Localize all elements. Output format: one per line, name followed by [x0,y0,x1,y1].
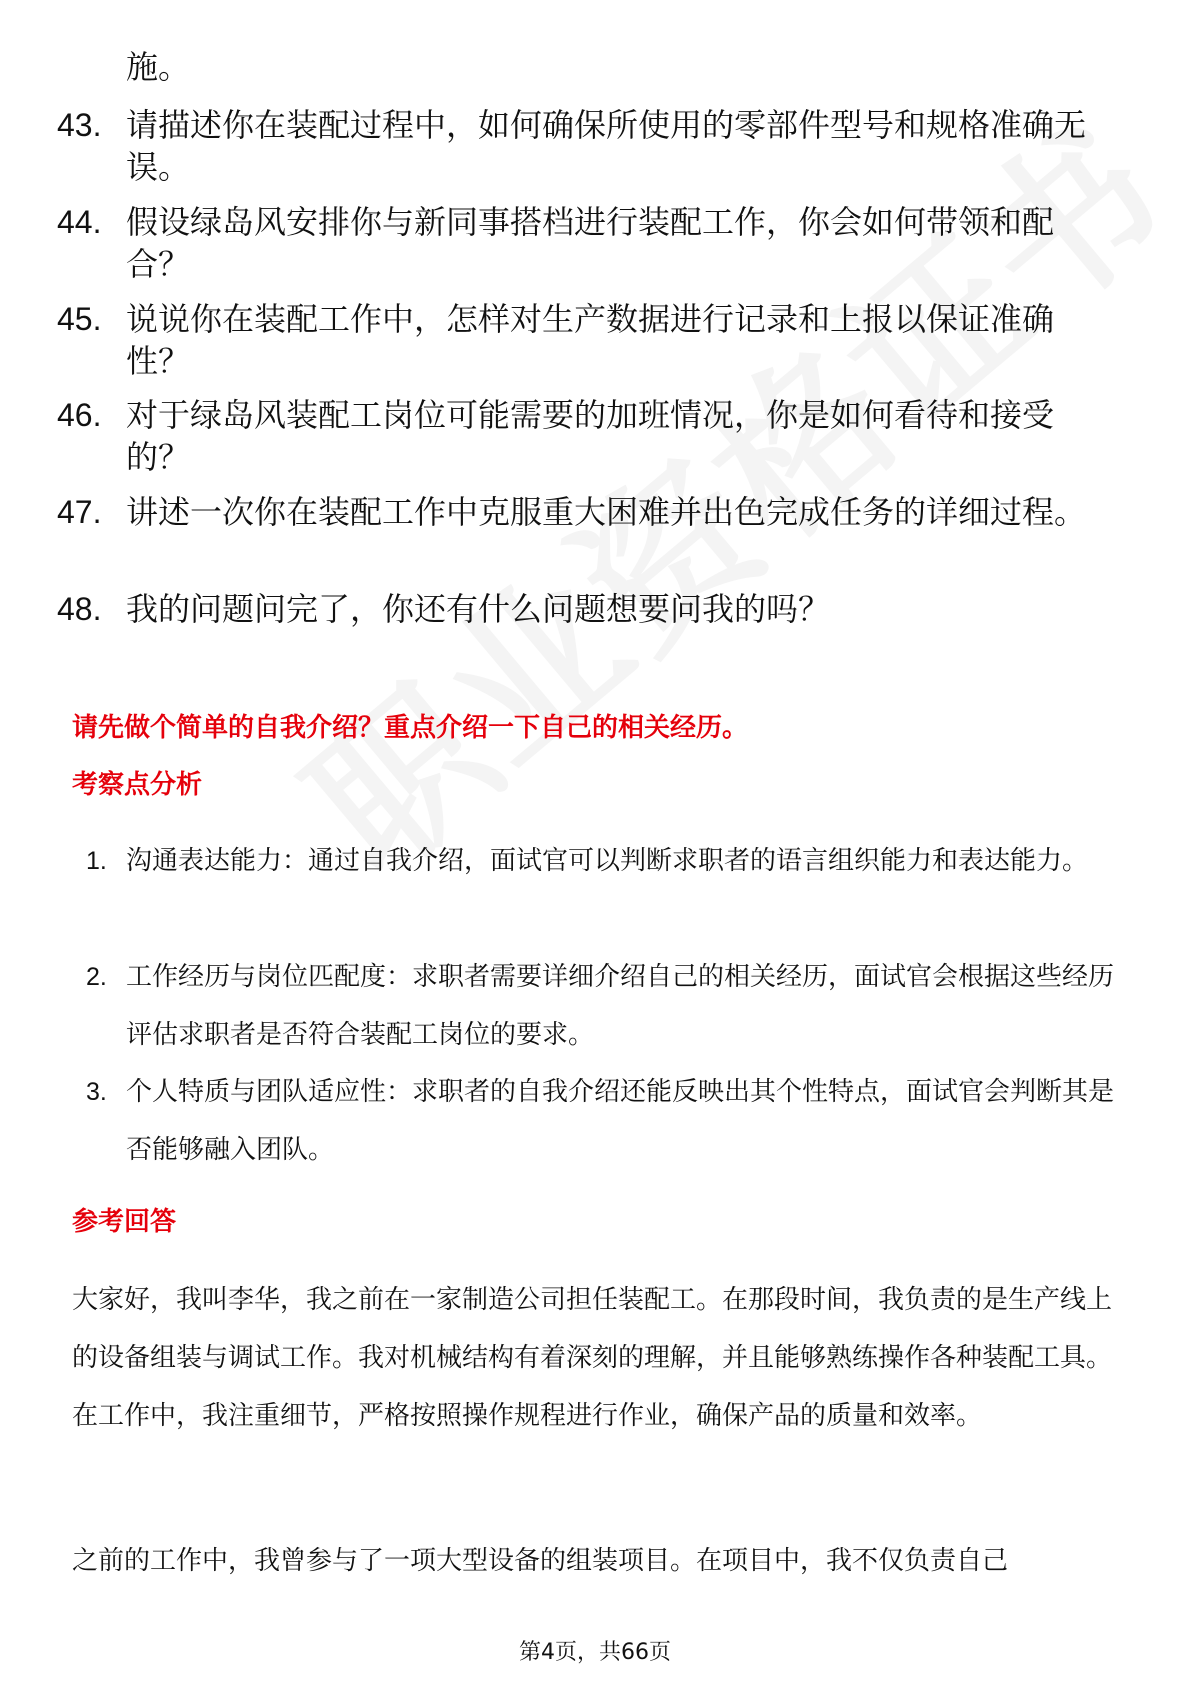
question-number: 48. [57,591,102,627]
question-text: 讲述一次你在装配工作中克服重大困难并出色完成任务的详细过程。 [126,493,1087,531]
answer-paragraph: 之前的工作中，我曾参与了一项大型设备的组装项目。在项目中，我不仅负责自己 [72,1546,1009,1576]
question-number: 44. [57,204,102,240]
question-number: 47. [57,494,102,530]
point-number: 1. [86,847,107,875]
answer-heading: 参考回答 [72,1207,177,1237]
point-text: 工作经历与岗位匹配度：求职者需要详细介绍自己的相关经历，面试官会根据这些经历评估求职者是否符合装配工岗位的要求。 [126,962,1115,1050]
question-text: 请描述你在装配过程中，如何确保所使用的零部件型号和规格准确无误。 [126,106,1087,186]
continuation-text: 施。 [126,48,191,86]
answer-paragraph: 大家好，我叫李华，我之前在一家制造公司担任装配工。在那段时间，我负责的是生产线上的设备组装与调试工作。我对机械结构有着深刻的理解，并且能够熟练操作各种装配工具。在工作中，我注重细节，严格按照操作规程进行作业，确保产品的质量和效率。 [72,1285,1113,1431]
point-text: 个人特质与团队适应性：求职者的自我介绍还能反映出其个性特点，面试官会判断其是否能够融入团队。 [126,1077,1115,1165]
question-number: 45. [57,301,102,337]
section-question-heading: 请先做个简单的自我介绍？重点介绍一下自己的相关经历。 [72,713,749,743]
question-text: 说说你在装配工作中，怎样对生产数据进行记录和上报以保证准确性？ [126,300,1055,380]
question-number: 46. [57,397,102,433]
question-text: 我的问题问完了，你还有什么问题想要问我的吗？ [126,590,831,628]
point-text: 沟通表达能力：通过自我介绍，面试官可以判断求职者的语言组织能力和表达能力。 [126,846,1089,876]
question-number: 43. [57,107,102,143]
page-number-footer: 第4页，共66页 [519,1640,671,1665]
point-number: 2. [86,963,107,991]
question-text: 假设绿岛风安排你与新同事搭档进行装配工作，你会如何带领和配合？ [126,203,1055,283]
question-text: 对于绿岛风装配工岗位可能需要的加班情况，你是如何看待和接受的？ [126,396,1055,476]
point-number: 3. [86,1078,107,1106]
analysis-heading: 考察点分析 [72,770,203,800]
